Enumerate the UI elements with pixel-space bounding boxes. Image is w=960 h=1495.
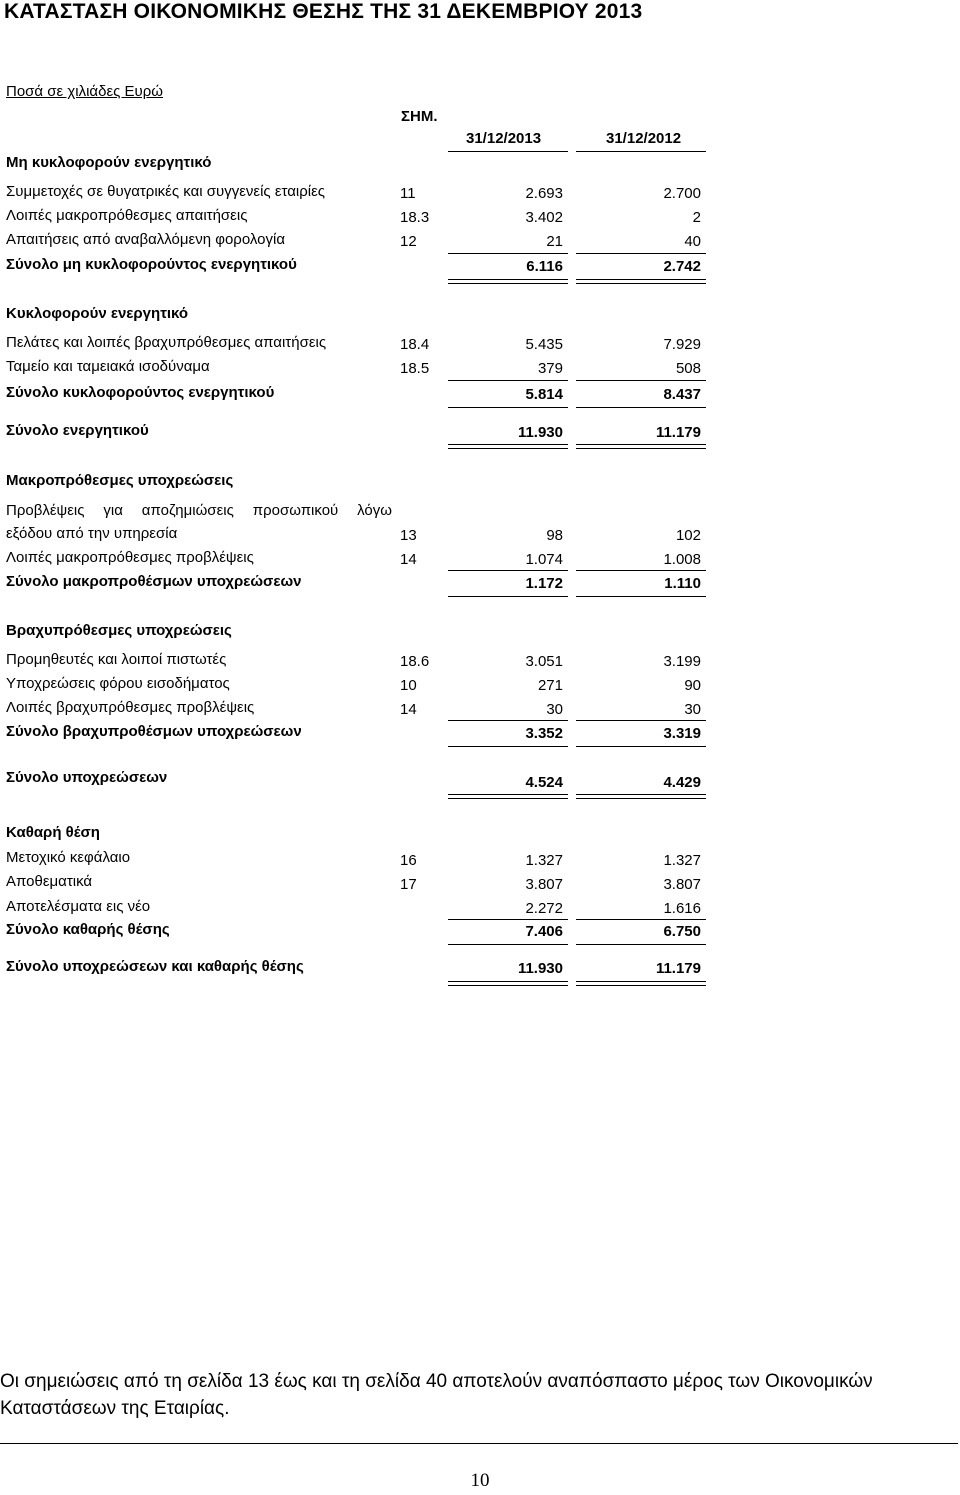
total-value-2012: 6.750 — [663, 923, 701, 940]
row-value-2012: 102 — [675, 527, 701, 544]
row-note: 13 — [400, 527, 417, 544]
table-row — [0, 651, 960, 671]
total-row — [0, 573, 960, 593]
footer-divider — [0, 1443, 958, 1444]
total-value-2013: 5.814 — [525, 386, 563, 403]
section-heading: Μη κυκλοφορούν ενεργητικό — [6, 154, 212, 171]
row-note: 18.3 — [400, 209, 430, 226]
row-label-line1 — [6, 502, 392, 519]
table-row — [0, 231, 960, 251]
subtotal-rule — [576, 919, 706, 920]
row-label: Λοιπές μακροπρόθεσμες προβλέψεις — [6, 549, 254, 566]
table-row — [0, 699, 960, 719]
subtotal-rule — [576, 746, 706, 747]
row-label: Αποτελέσματα εις νέο — [6, 898, 151, 915]
row-value-2013: 2.693 — [525, 185, 563, 202]
col-header-note: ΣΗΜ. — [401, 108, 438, 125]
subtotal-rule — [576, 253, 706, 254]
total-label: Σύνολο βραχυπροθέσμων υποχρεώσεων — [6, 723, 302, 740]
subtotal-rule — [576, 407, 706, 408]
row-value-2013: 271 — [537, 677, 563, 694]
row-note: 14 — [400, 551, 417, 568]
total-label: Σύνολο μη κυκλοφορούντος ενεργητικού — [6, 256, 297, 273]
table-row — [0, 207, 960, 227]
table-row — [0, 873, 960, 893]
row-label: εξόδου από την υπηρεσία — [6, 525, 178, 542]
table-row — [0, 183, 960, 203]
row-note: 18.5 — [400, 360, 430, 377]
total-label: Σύνολο υποχρεώσεων και καθαρής θέσης — [6, 958, 304, 975]
grand-total-row — [0, 958, 960, 978]
row-value-2013: 1.327 — [525, 852, 563, 869]
row-note: 12 — [400, 233, 417, 250]
row-value-2012: 1.008 — [663, 551, 701, 568]
row-label: Μετοχικό κεφάλαιο — [6, 849, 131, 866]
double-rule — [576, 794, 706, 799]
subtotal-rule — [448, 407, 568, 408]
section-heading: Βραχυπρόθεσμες υποχρεώσεις — [6, 622, 232, 639]
double-rule — [576, 279, 706, 284]
total-label: Σύνολο μακροπροθέσμων υποχρεώσεων — [6, 573, 302, 590]
page-number: 10 — [470, 1470, 490, 1491]
subtotal-rule — [448, 746, 568, 747]
double-rule — [576, 981, 706, 986]
row-value-2013: 30 — [546, 701, 563, 718]
row-note: 11 — [400, 185, 416, 202]
grand-total-row — [0, 769, 960, 789]
page-title: ΚΑΤΑΣΤΑΣΗ ΟΙΚΟΝΟΜΙΚΗΣ ΘΕΣΗΣ ΤΗΣ 31 ΔΕΚΕΜΒΡΙΟΥ 2013 — [4, 0, 643, 23]
subtotal-rule — [448, 380, 568, 381]
row-value-2012: 90 — [684, 677, 701, 694]
subtotal-rule — [576, 570, 706, 571]
table-row — [0, 898, 960, 918]
row-label: Συμμετοχές σε θυγατρικές και συγγενείς εταιρίες — [6, 183, 325, 200]
row-label-wrapped: Προβλέψεις για αποζημιώσεις προσωπικού λόγω — [6, 502, 392, 519]
total-value-2012: 2.742 — [663, 258, 701, 275]
row-value-2013: 3.051 — [525, 653, 563, 670]
double-rule — [448, 981, 568, 986]
row-label: Υποχρεώσεις φόρου εισοδήματος — [6, 675, 230, 692]
row-note: 14 — [400, 701, 417, 718]
row-label: Προμηθευτές και λοιποί πιστωτές — [6, 651, 227, 668]
subtotal-rule — [448, 944, 568, 945]
total-value-2013: 7.406 — [525, 923, 563, 940]
total-value-2013: 11.930 — [517, 960, 563, 977]
row-value-2012: 3.199 — [663, 653, 701, 670]
col-header-underline — [448, 151, 568, 152]
subtotal-rule — [576, 944, 706, 945]
total-value-2012: 11.179 — [655, 960, 701, 977]
table-row — [0, 549, 960, 569]
subtotal-rule — [448, 570, 568, 571]
table-row — [0, 358, 960, 378]
row-value-2013: 379 — [537, 360, 563, 377]
section-heading: Καθαρή θέση — [6, 824, 100, 841]
double-rule — [448, 279, 568, 284]
row-label: Απαιτήσεις από αναβαλλόμενη φορολογία — [6, 231, 285, 248]
footer-note: Οι σημειώσεις από τη σελίδα 13 έως και τη σελίδα 40 αποτελούν αναπόσπαστο μέρος των Οικονομικών Καταστάσεων της Εταιρίας. — [0, 1371, 873, 1419]
row-value-2012: 1.327 — [663, 852, 701, 869]
table-row — [0, 849, 960, 869]
double-rule — [448, 444, 568, 449]
table-row — [0, 525, 960, 545]
row-value-2012: 40 — [684, 233, 701, 250]
row-value-2012: 2.700 — [663, 185, 701, 202]
subtotal-rule — [576, 596, 706, 597]
total-row — [0, 256, 960, 276]
col-header-underline — [576, 151, 706, 152]
total-label: Σύνολο ενεργητικού — [6, 422, 149, 439]
row-value-2012: 7.929 — [663, 336, 701, 353]
total-value-2012: 4.429 — [663, 774, 701, 791]
row-value-2013: 3.402 — [525, 209, 563, 226]
units-note: Ποσά σε χιλιάδες Ευρώ — [6, 83, 163, 100]
total-value-2013: 3.352 — [525, 725, 563, 742]
grand-total-row — [0, 422, 960, 442]
row-note: 16 — [400, 852, 417, 869]
total-value-2013: 6.116 — [526, 258, 563, 275]
row-label: Πελάτες και λοιπές βραχυπρόθεσμες απαιτήσεις — [6, 334, 327, 351]
total-value-2013: 11.930 — [517, 424, 563, 441]
row-note: 17 — [400, 876, 417, 893]
total-value-2013: 4.524 — [525, 774, 563, 791]
row-value-2012: 3.807 — [663, 876, 701, 893]
row-value-2013: 2.272 — [525, 900, 563, 917]
total-label: Σύνολο υποχρεώσεων — [6, 769, 168, 786]
row-value-2013: 3.807 — [525, 876, 563, 893]
total-value-2012: 8.437 — [663, 386, 701, 403]
total-value-2013: 1.172 — [525, 575, 563, 592]
row-value-2013: 5.435 — [525, 336, 563, 353]
total-row — [0, 384, 960, 404]
subtotal-rule — [448, 720, 568, 721]
total-label: Σύνολο κυκλοφορούντος ενεργητικού — [6, 384, 275, 401]
total-value-2012: 3.319 — [663, 725, 701, 742]
subtotal-rule — [576, 380, 706, 381]
subtotal-rule — [448, 253, 568, 254]
total-value-2012: 1.110 — [664, 575, 701, 592]
subtotal-rule — [576, 720, 706, 721]
double-rule — [576, 444, 706, 449]
total-label: Σύνολο καθαρής θέσης — [6, 921, 170, 938]
row-value-2012: 2 — [692, 209, 701, 226]
subtotal-rule — [448, 919, 568, 920]
row-note: 18.6 — [400, 653, 430, 670]
table-row — [0, 675, 960, 695]
section-heading: Κυκλοφορούν ενεργητικό — [6, 305, 189, 322]
row-value-2013: 98 — [546, 527, 563, 544]
row-label: Ταμείο και ταμειακά ισοδύναμα — [6, 358, 210, 375]
total-value-2012: 11.179 — [655, 424, 701, 441]
row-value-2012: 30 — [684, 701, 701, 718]
total-row — [0, 723, 960, 743]
row-label: Αποθεματικά — [6, 873, 93, 890]
row-label: Λοιπές βραχυπρόθεσμες προβλέψεις — [6, 699, 255, 716]
row-label: Λοιπές μακροπρόθεσμες απαιτήσεις — [6, 207, 248, 224]
table-row — [0, 334, 960, 354]
row-note: 10 — [400, 677, 417, 694]
row-note: 18.4 — [400, 336, 430, 353]
subtotal-rule — [448, 596, 568, 597]
total-row — [0, 921, 960, 941]
col-header-2013: 31/12/2013 — [466, 130, 542, 147]
double-rule — [448, 794, 568, 799]
row-value-2012: 1.616 — [663, 900, 701, 917]
section-heading: Μακροπρόθεσμες υποχρεώσεις — [6, 472, 234, 489]
row-value-2013: 1.074 — [525, 551, 563, 568]
row-value-2012: 508 — [675, 360, 701, 377]
col-header-2012: 31/12/2012 — [606, 130, 682, 147]
row-value-2013: 21 — [546, 233, 563, 250]
